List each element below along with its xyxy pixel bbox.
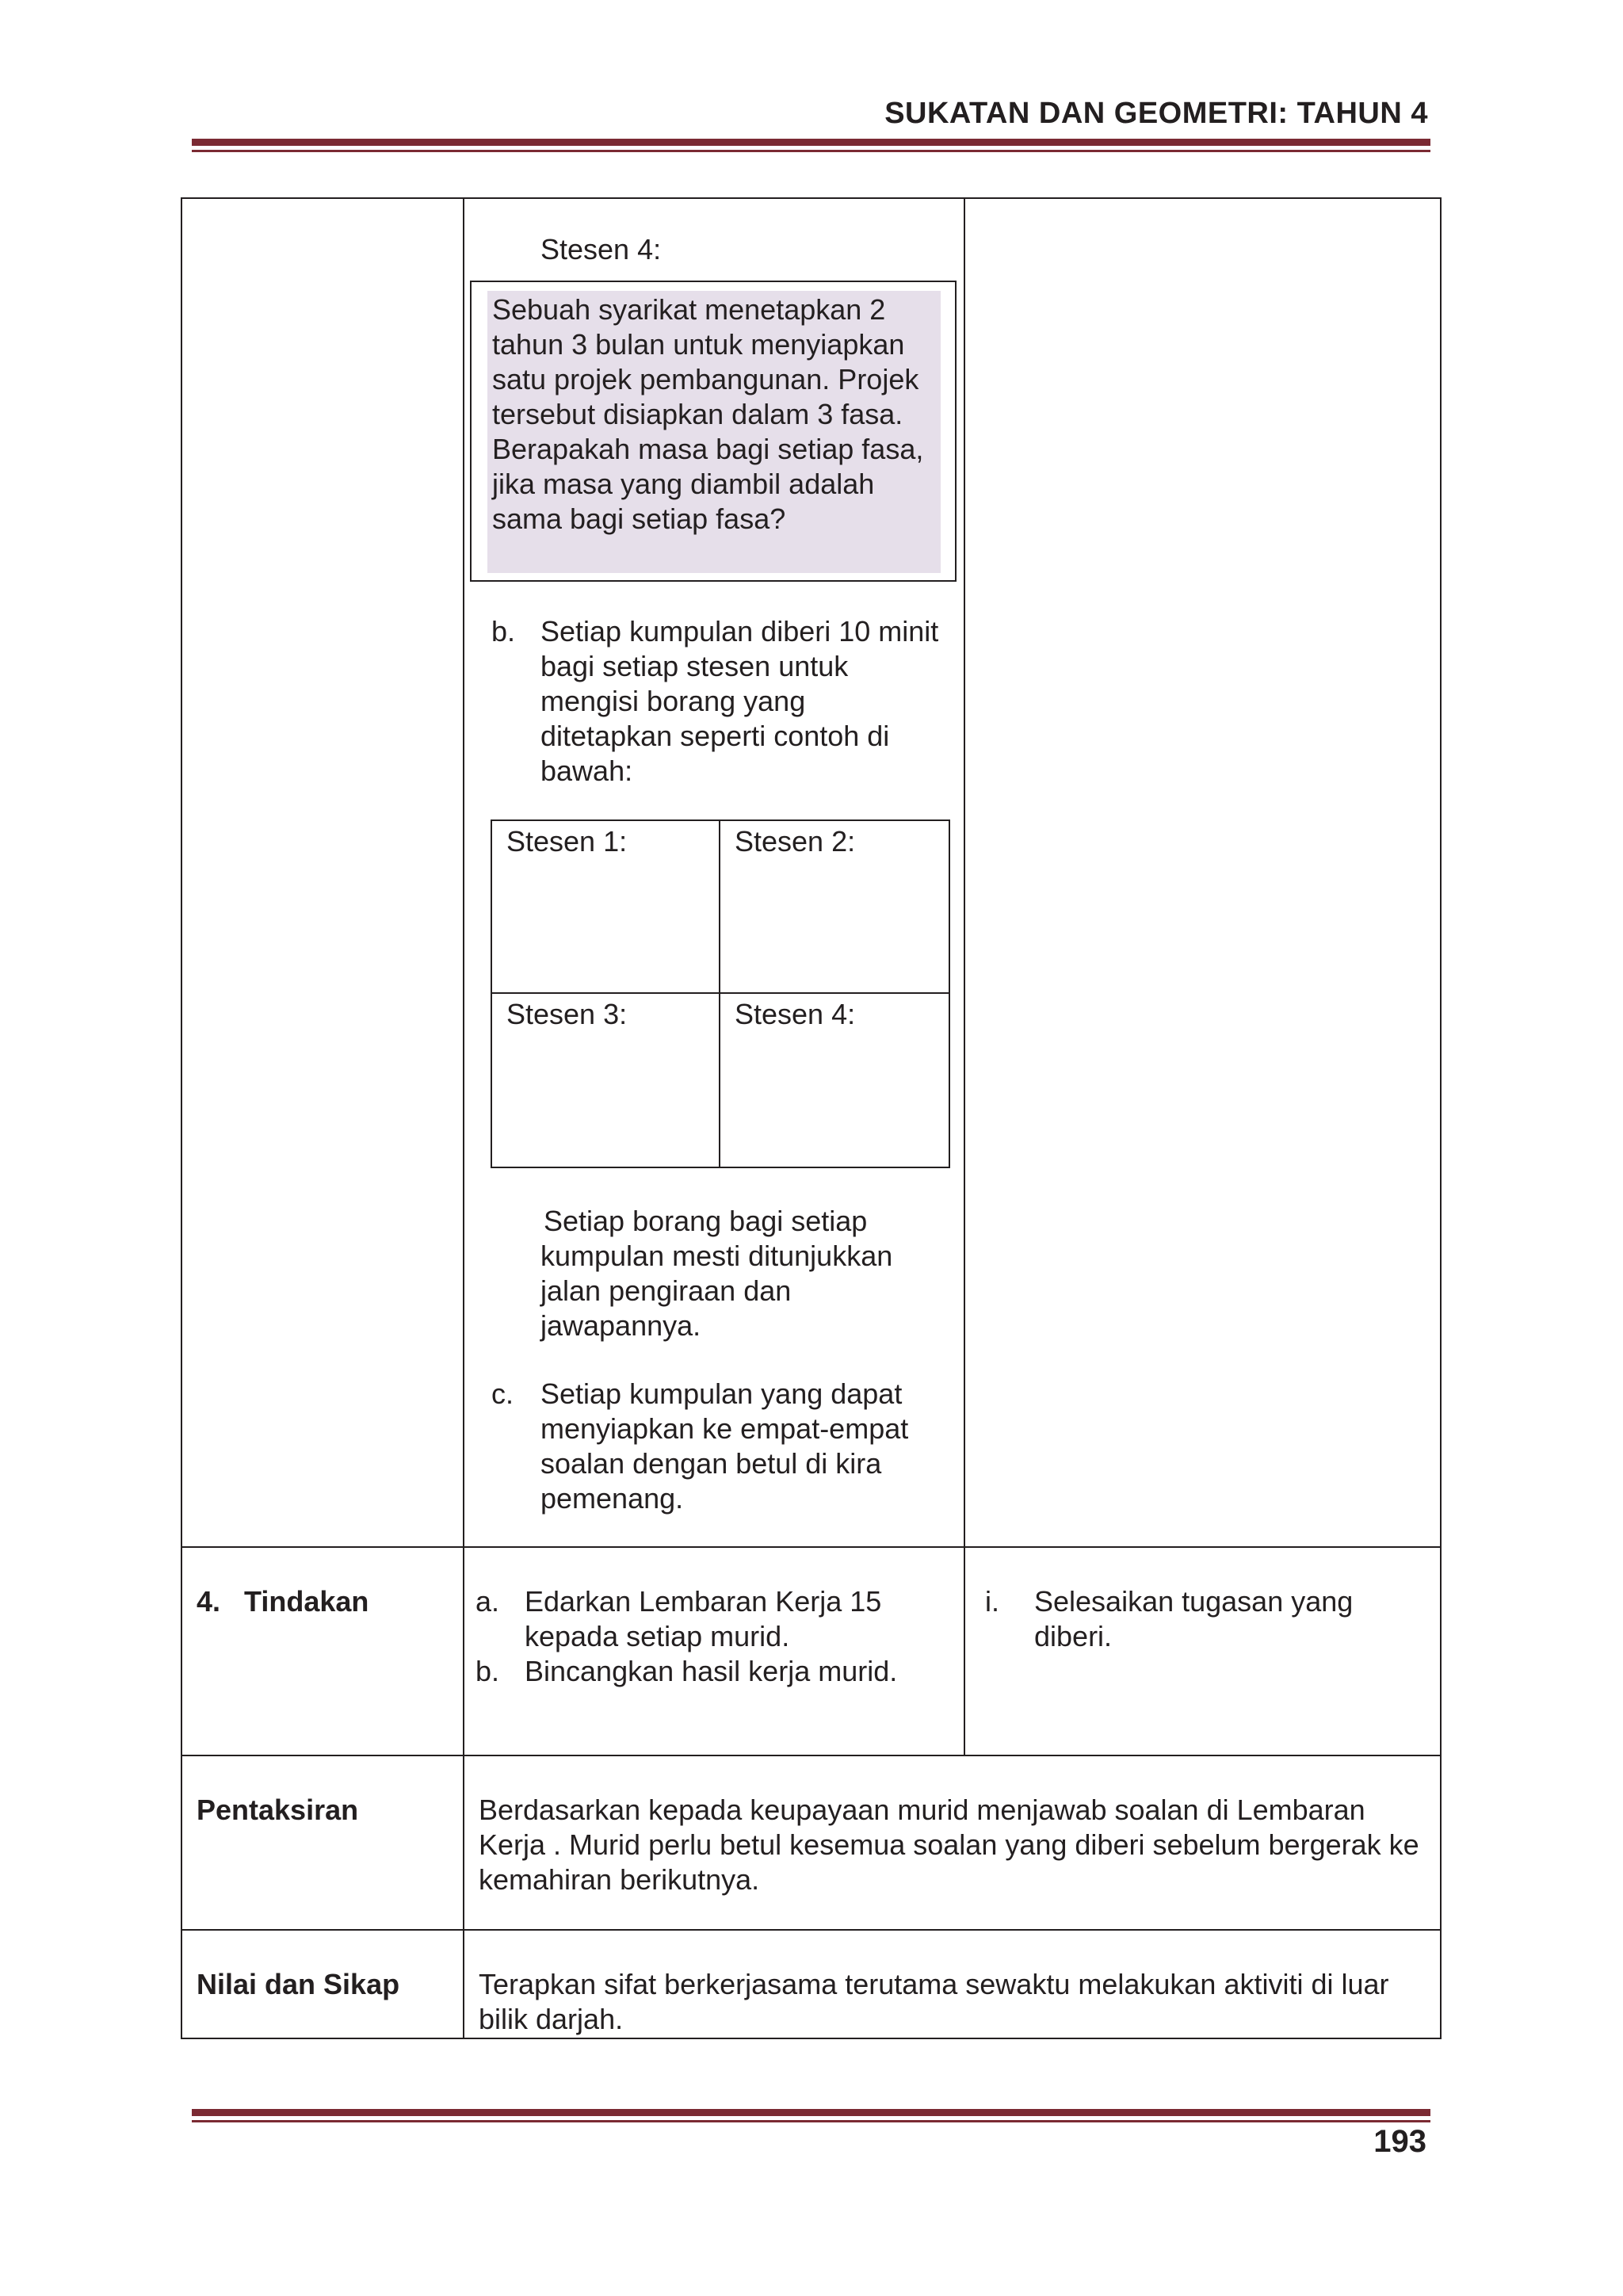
footer-rule xyxy=(192,2109,1430,2122)
table-border-top xyxy=(181,197,1442,199)
table-border-left xyxy=(181,197,182,2039)
list-item-text: Setiap kumpulan yang dapat menyiapkan ke empat-empat soalan dengan betul di kira pemenang. xyxy=(540,1377,909,1515)
page-number: 193 xyxy=(1373,2124,1426,2159)
teacher-item-a xyxy=(475,1584,951,1654)
header-rule xyxy=(192,139,1430,152)
nilai-sikap-label: Nilai dan Sikap xyxy=(197,1968,400,2000)
pentaksiran-text: Berdasarkan kepada keupayaan murid menjawab soalan di Lembaran Kerja . Murid perlu betul kesemua soalan yang diberi sebelum bergerak ke kemahiran berikutnya. xyxy=(479,1794,1419,1896)
tindakan-label: 4. Tindakan xyxy=(197,1585,369,1618)
list-item-text: Selesaikan tugasan yang diberi. xyxy=(1034,1585,1354,1652)
station-cell-3: Stesen 3: xyxy=(492,994,720,1167)
form-note: Setiap borang bagi setiap kumpulan mesti ditunjukkan jalan pengiraan dan jawapannya. xyxy=(540,1205,893,1342)
problem-text: Sebuah syarikat menetapkan 2 tahun 3 bulan untuk menyiapkan satu projek pembangunan. Projek tersebut disiapkan dalam 3 fasa. Berapakah masa bagi setiap fasa, jika masa yang diambil adalah sama bagi setiap fasa? xyxy=(487,291,941,573)
list-marker: a. xyxy=(475,1585,500,1618)
table-col-divider-2 xyxy=(964,197,965,1755)
table-border-right xyxy=(1440,197,1442,2039)
station-cell-2: Stesen 2: xyxy=(720,821,949,994)
list-marker: c. xyxy=(491,1377,514,1410)
list-item-c xyxy=(491,1377,943,1516)
station-cell-1: Stesen 1: xyxy=(492,821,720,994)
teacher-item-b xyxy=(475,1654,951,1689)
station-cell-4: Stesen 4: xyxy=(735,998,856,1030)
table-row-divider-2 xyxy=(181,1755,1442,1756)
list-item-b xyxy=(491,614,943,789)
station-form-table xyxy=(491,819,950,1168)
list-marker: b. xyxy=(491,615,516,648)
nilai-sikap-text: Terapkan sifat berkerjasama terutama sewaktu melakukan aktiviti di luar bilik darjah. xyxy=(479,1968,1389,2035)
pentaksiran-label: Pentaksiran xyxy=(197,1794,359,1826)
table-border-bottom xyxy=(181,2038,1442,2039)
list-marker: b. xyxy=(475,1655,500,1687)
station-4-heading: Stesen 4: xyxy=(540,233,662,266)
table-col-divider-1 xyxy=(463,197,464,2039)
list-item-text: Bincangkan hasil kerja murid. xyxy=(525,1655,898,1687)
header-title: SUKATAN DAN GEOMETRI: TAHUN 4 xyxy=(884,97,1428,130)
student-item-i xyxy=(985,1584,1405,1654)
list-marker: i. xyxy=(985,1585,999,1618)
list-item-text: Edarkan Lembaran Kerja 15 kepada setiap murid. xyxy=(525,1585,882,1652)
table-row-divider-3 xyxy=(181,1929,1442,1931)
table-row-divider-1 xyxy=(181,1546,1442,1548)
list-item-text: Setiap kumpulan diberi 10 minit bagi setiap stesen untuk mengisi borang yang ditetapkan seperti contoh di bawah: xyxy=(540,615,939,787)
